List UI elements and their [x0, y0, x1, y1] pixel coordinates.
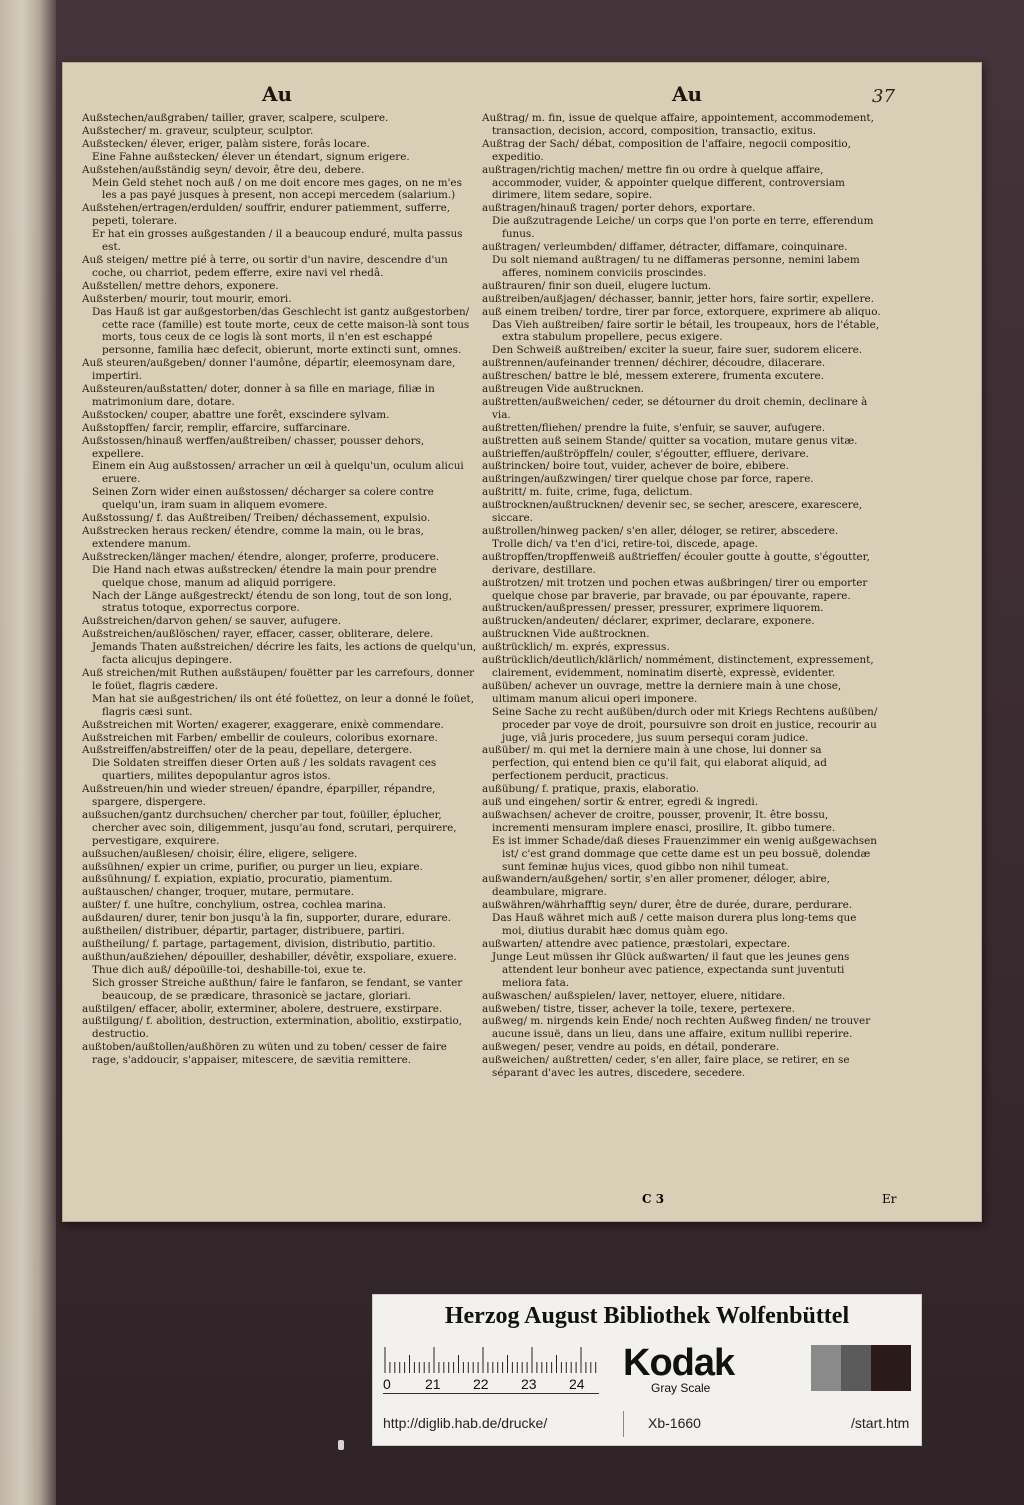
adjacent-page-edge — [0, 0, 56, 1505]
dictionary-entry: Außstreichen/außlöschen/ rayer, effacer, casser, obliterare, delere. — [82, 628, 434, 641]
ruler-label: 21 — [425, 1376, 441, 1392]
page-number: 37 — [872, 86, 895, 107]
dictionary-entry: Außstechen/außgraben/ tailler, graver, scalpere, sculpere. — [82, 112, 389, 124]
dictionary-entry: Außstossung/ f. das Außtreiben/ Treiben/ déchassement, expulsio. — [82, 512, 431, 525]
dictionary-entry: Außsteuren/außstatten/ doter, donner à sa fille en mariage, filiæ in matrimonium dare, dotare. — [82, 383, 435, 408]
swatch-dark — [871, 1345, 911, 1391]
dictionary-entry: Nach der Länge außgestreckt/ étendu de son long, tout de son long, stratus totoque, exporrectus corpore. — [92, 589, 452, 615]
dictionary-entry: Die Hand nach etwas außstrecken/ étendre la main pour prendre quelque chose, manum ad aliquid porrigere. — [92, 563, 437, 589]
dictionary-entry: Junge Leut müssen ihr Glück außwarten/ il faut que les jeunes gens attendent leur bonheur avec patience, expectanda sunt juventuti meliora fata. — [492, 950, 850, 989]
dictionary-entry: Außstrecken/länger machen/ étendre, alonger, proferre, producere. — [82, 550, 440, 563]
dictionary-entry: außtrücklich/deutlich/klärlich/ nommément, distinctement, expressement, clairement, evidemment, nominatim disertè, expressè, evidenter. — [482, 654, 874, 679]
dictionary-entry: außwachsen/ achever de croitre, pousser, provenir, It. être bossu, incrementi mensuram implere enasci, prosilire, It. gibbo tumere. — [482, 808, 836, 834]
dictionary-entry: Außstreuen/hin und wieder streuen/ épandre, éparpiller, répandre, spargere, dispergere. — [82, 783, 436, 809]
dictionary-entry: Außtrag der Sach/ débat, composition de l'affaire, negocii compositio, expeditio. — [482, 137, 851, 163]
book-page — [62, 62, 982, 1222]
dictionary-entry: Außstocken/ couper, abattre une forêt, exscindere sylvam. — [82, 408, 390, 421]
dictionary-entry: Seinen Zorn wider einen außstossen/ décharger sa colere contre quelqu'un, iram suam in aliquem evomere. — [92, 486, 434, 512]
dictionary-entry: Sich grosser Streiche außthun/ faire le fanfaron, se fendant, se vanter beaucoup, de se prædicare, thrasonicè se jactare, gloriari. — [92, 976, 463, 1002]
dictionary-entry: Den Schweiß außtreiben/ exciter la sueur, faire suer, sudorem elicere. — [492, 344, 863, 357]
dictionary-entry: außsuchen/gantz durchsuchen/ chercher par tout, foüiller, éplucher, chercher avec soin, diligemment, jusqu'au fond, scrutari, perquirere, pervestigare, exquirere. — [82, 808, 457, 847]
running-head-right: Au — [672, 82, 703, 106]
dictionary-entry: außtretten/fliehen/ prendre la fuite, s'enfuir, se sauver, aufugere. — [482, 421, 826, 434]
dictionary-entry: Eine Fahne außstecken/ élever un étendart, signum erigere. — [92, 150, 410, 163]
dictionary-entry: außtrauren/ finir son dueil, elugere luctum. — [482, 279, 712, 292]
dictionary-entry: außtreiben/außjagen/ déchasser, bannir, jetter hors, faire sortir, expellere. — [482, 292, 874, 305]
dictionary-entry: außtrennen/aufeinander trennen/ déchirer, découdre, dilacerare. — [482, 357, 826, 370]
swatch-mid — [841, 1345, 871, 1391]
page-footer — [82, 1192, 962, 1212]
dictionary-entry: auß und eingehen/ sortir & entrer, egredi & ingredi. — [482, 796, 759, 809]
dictionary-entry: Auß steuren/außgeben/ donner l'aumône, départir, eleemosynam dare, impertiri. — [82, 357, 456, 383]
dictionary-entry: außthun/außziehen/ dépouiller, deshabiller, dévêtir, exspoliare, exuere. — [82, 950, 457, 963]
dictionary-entry: Außsterben/ mourir, tout mourir, emori. — [82, 292, 292, 305]
dictionary-entry: Außstreichen mit Worten/ exagerer, exaggerare, enixè commendare. — [82, 718, 444, 731]
dictionary-entry: außtheilen/ distribuer, départir, partager, distribuere, partiri. — [82, 925, 405, 938]
dictionary-entry: Die außzutragende Leiche/ un corps que l'on porte en terre, efferendum funus. — [492, 215, 874, 241]
dictionary-entry: außwegen/ peser, vendre au poids, en détail, ponderare. — [482, 1041, 780, 1054]
dictionary-entry: außtrucken/andeuten/ déclarer, exprimer, declarare, exponere. — [482, 615, 815, 628]
dictionary-entry: Thue dich auß/ dépoüille-toi, deshabille-toi, exue te. — [92, 963, 367, 976]
dictionary-entry: Einem ein Aug außstossen/ arracher un œil à quelqu'un, oculum alicui eruere. — [92, 460, 464, 486]
kodak-logo: Kodak — [623, 1342, 735, 1384]
dictionary-entry: Außstecher/ m. graveur, sculpteur, sculptor. — [82, 124, 314, 137]
dictionary-entry: Die Soldaten streiffen dieser Orten auß / les soldats ravagent ces quartiers, milites depopulantur agros istos. — [92, 757, 437, 783]
dictionary-entry: Du solt niemand außtragen/ tu ne diffameras personne, nemini labem afferes, nominem conviciis proscindes. — [492, 253, 860, 279]
dictionary-entry: Außstecken/ élever, eriger, palàm sistere, forâs locare. — [82, 137, 370, 150]
ruler-ticks — [383, 1345, 599, 1373]
dictionary-entry: außtrollen/hinweg packen/ s'en aller, déloger, se retirer, abscedere. — [482, 525, 839, 537]
dictionary-entry: außtoben/außtollen/außhören zu wüten und zu toben/ cesser de faire rage, s'addoucir, s'appaiser, mitescere, de sævitia remittere. — [82, 1041, 447, 1067]
dictionary-entry: außtheilung/ f. partage, partagement, division, distributio, partitio. — [82, 938, 436, 950]
dictionary-entry: außtragen/hinauß tragen/ porter dehors, exportare. — [482, 202, 756, 215]
dictionary-entry: außwarten/ attendre avec patience, præstolari, expectare. — [482, 938, 791, 950]
dictionary-entry: Außstehen/außständig seyn/ devoir, être deu, debere. — [82, 163, 365, 176]
running-head-left: Au — [262, 82, 293, 106]
dust-speck — [338, 1440, 344, 1450]
ruler-label: 0 — [383, 1376, 391, 1392]
dictionary-entry: außtilgen/ effacer, abolir, exterminer, abolere, destruere, exstirpare. — [82, 1002, 443, 1015]
dictionary-entry: außdauren/ durer, tenir bon jusqu'à la fin, supporter, durare, edurare. — [82, 912, 451, 925]
dictionary-entry: Das Hauß währet mich auß / cette maison durera plus long-tems que moi, diutius durabit hæc domus quàm ego. — [492, 912, 857, 938]
dictionary-entry: außwandern/außgehen/ sortir, s'en aller promener, déloger, abire, deambulare, migrare. — [482, 873, 830, 899]
dictionary-entry: außtrucknen Vide außtrocknen. — [482, 628, 650, 641]
dictionary-entry: außweg/ m. nirgends kein Ende/ noch rechten Außweg finden/ ne trouver aucune issuë, dans un lieu, dans une affaire, exitum nullibi reperire. — [482, 1015, 871, 1041]
dictionary-entry: außtritt/ m. fuite, crime, fuga, delictum. — [482, 486, 693, 499]
start-link: /start.htm — [851, 1415, 910, 1431]
dictionary-entry: Außtrag/ m. fin, issue de quelque affaire, appointement, accommodement, transaction, decision, accord, composition, transactio, exitus. — [482, 112, 874, 137]
dictionary-entry: auß einem treiben/ tordre, tirer par force, extorquere, exprimere ab aliquo. — [482, 305, 881, 318]
dictionary-entry: Jemands Thaten außstreichen/ décrire les faits, les actions de quelqu'un, facta alicujus depingere. — [92, 641, 477, 667]
dictionary-entry: außtragen/richtig machen/ mettre fin ou ordre à quelque affaire, accommoder, vuider, & appointer quelque different, controversiam dirimere, litem sedare, sopire. — [482, 163, 845, 202]
dictionary-entry: Seine Sache zu recht außüben/durch oder mit Kriegs Rechtens außüben/ proceder par voye de droit, poursuivre son droit en justice, recourir au juge, viâ juris procedere, jus suum persequi coram judice. — [492, 705, 878, 744]
dictionary-entry: außtrieffen/außtröpffeln/ couler, s'égoutter, effluere, derivare. — [482, 447, 809, 460]
dictionary-entry: außter/ f. une huître, conchylium, ostrea, cochlea marina. — [82, 899, 387, 912]
dictionary-entry: außtrotzen/ mit trotzen und pochen etwas außbringen/ tirer ou emporter quelque chose par braverie, par bravade, ou par épouvante, rapere. — [482, 576, 868, 602]
card-footer — [373, 1405, 921, 1445]
dictionary-entry: Er hat ein grosses außgestanden / il a beaucoup enduré, multa passus est. — [92, 228, 463, 254]
catchword: Er — [882, 1192, 897, 1206]
dictionary-entry: Man hat sie außgestrichen/ ils ont été foüettez, on leur a donné le foüet, flagris cæsi sunt. — [92, 692, 475, 718]
signature-mark: C 3 — [642, 1192, 665, 1206]
dictionary-entry: Mein Geld stehet noch auß / on me doit encore mes gages, on ne m'es les a pas payé jusques à present, non accepi mercedem (salarium.) — [92, 176, 462, 202]
dictionary-entry: Außstehen/ertragen/erdulden/ souffrir, endurer patiemment, sufferre, pepeti, tolerare. — [82, 202, 451, 228]
dictionary-entry: außtropffen/tropffenweiß außtrieffen/ écouler goutte à goutte, s'égoutter, derivare, destillare. — [482, 550, 870, 576]
ruler — [383, 1345, 599, 1394]
dictionary-entry: außtrücklich/ m. exprés, expressus. — [482, 641, 670, 654]
dictionary-entry: außweichen/ außtretten/ ceder, s'en aller, faire place, se retirer, en se séparant d'avec les autres, discedere, secedere. — [482, 1054, 850, 1080]
dictionary-entry: außtrucken/außpressen/ presser, pressurer, exprimere liquorem. — [482, 602, 824, 615]
dictionary-entry: außübung/ f. pratique, praxis, elaboratio. — [482, 783, 700, 796]
divider — [623, 1411, 624, 1437]
dictionary-entry: außtretten/außweichen/ ceder, se détourner du droit chemin, declinare à via. — [482, 395, 868, 421]
dictionary-entry: Trolle dich/ va t'en d'ici, retire-toi, discede, apage. — [492, 537, 759, 550]
library-url: http://diglib.hab.de/drucke/ — [383, 1415, 548, 1431]
dictionary-entry: außüben/ achever un ouvrage, mettre la derniere main à une chose, ultimam manum alicui operi imponere. — [482, 679, 842, 705]
dictionary-entry: außtauschen/ changer, troquer, mutare, permutare. — [82, 886, 355, 899]
right-column — [482, 112, 882, 1080]
dictionary-entry: außüber/ m. qui met la derniere main à une chose, lui donner sa perfection, qui entend bien ce qu'il fait, qui elaborat aliquid, ad perfectionem perducit, practicus. — [482, 744, 827, 783]
dictionary-entry: Auß streichen/mit Ruthen außstäupen/ fouëtter par les carrefours, donner le foüet, flagris cædere. — [82, 666, 475, 692]
dictionary-entry: außtreschen/ battre le blé, messem exterere, frumenta excutere. — [482, 370, 825, 383]
dictionary-entry: Das Vieh außtreiben/ faire sortir le bétail, les troupeaux, hors de l'étable, extra stabulum propellere, pecus exigere. — [492, 318, 880, 344]
dictionary-entry: außtretten auß seinem Stande/ quitter sa vocation, mutare genus vitæ. — [482, 434, 858, 447]
dictionary-entry: außtrincken/ boire tout, vuider, achever de boire, ebibere. — [482, 460, 789, 473]
dictionary-entry: außtragen/ verleumbden/ diffamer, détracter, diffamare, coinquinare. — [482, 241, 848, 254]
dictionary-entry: Außstopffen/ farcir, remplir, effarcire, suffarcinare. — [82, 421, 351, 434]
dictionary-entry: Außstreichen mit Farben/ embellir de couleurs, coloribus exornare. — [82, 731, 438, 744]
swatch-light — [811, 1345, 841, 1391]
dictionary-entry: Außstreiffen/abstreiffen/ oter de la peau, depellare, detergere. — [82, 744, 413, 757]
dictionary-entry: außsühnung/ f. expiation, expiatio, procuratio, piamentum. — [82, 873, 393, 886]
dictionary-entry: außtringen/außzwingen/ tirer quelque chose par force, rapere. — [482, 473, 814, 486]
dictionary-entry: Außstreichen/darvon gehen/ se sauver, aufugere. — [82, 615, 342, 628]
ruler-label: 22 — [473, 1376, 489, 1392]
dictionary-entry: außwaschen/ außspielen/ laver, nettoyer, eluere, nitidare. — [482, 989, 786, 1002]
gray-scale-label: Gray Scale — [651, 1381, 711, 1395]
ruler-label: 23 — [521, 1376, 537, 1392]
library-color-card — [372, 1294, 922, 1446]
card-title: Herzog August Bibliothek Wolfenbüttel — [444, 1303, 850, 1329]
dictionary-entry: Außstrecken heraus recken/ étendre, comme la main, ou le bras, extendere manum. — [82, 525, 424, 550]
shelfmark: Xb-1660 — [648, 1415, 701, 1431]
left-column — [82, 112, 477, 1067]
dictionary-entry: außsuchen/außlesen/ choisir, élire, eligere, seligere. — [82, 847, 358, 860]
dictionary-entry: Außstellen/ mettre dehors, exponere. — [82, 279, 279, 292]
ruler-label: 24 — [569, 1376, 585, 1392]
dictionary-entry: außweben/ tistre, tisser, achever la toile, texere, pertexere. — [482, 1002, 796, 1015]
dictionary-entry: außtrocknen/außtrucknen/ devenir sec, se secher, arescere, exarescere, siccare. — [482, 499, 863, 525]
dictionary-entry: außtilgung/ f. abolition, destruction, extermination, abolitio, exstirpatio, destructio. — [82, 1015, 463, 1041]
dictionary-entry: außtreugen Vide außtrucknen. — [482, 383, 644, 396]
dictionary-entry: Es ist immer Schade/daß dieses Frauenzimmer ein wenig außgewachsen ist/ c'est grand dommage que cette dame est un peu bossuë, dolendæ sunt feminæ hujus vices, quod gibbo non nihil tumeat. — [492, 834, 877, 873]
gray-swatches — [811, 1345, 911, 1391]
dictionary-entry: Außstossen/hinauß werffen/außtreiben/ chasser, pousser dehors, expellere. — [82, 434, 425, 460]
dictionary-entry: außsühnen/ expier un crime, purifier, ou purger un lieu, expiare. — [82, 860, 423, 873]
dictionary-entry: außwähren/währhafftig seyn/ durer, être de durée, durare, perdurare. — [482, 899, 853, 912]
dictionary-entry: Auß steigen/ mettre pié à terre, ou sortir d'un navire, descendre d'un coche, ou charriot, pedem efferre, exire navi vel rhedâ. — [82, 253, 448, 279]
dictionary-entry: Das Hauß ist gar außgestorben/das Geschlecht ist gantz außgestorben/ cette race (famille) est toute morte, ceux de cette maison-là sont tous morts, tous ceux de ce logis là sont morts, il n'en est eschappé personne, familia hæc defecit, obierunt, morte extincti sunt, omnes. — [92, 305, 470, 357]
